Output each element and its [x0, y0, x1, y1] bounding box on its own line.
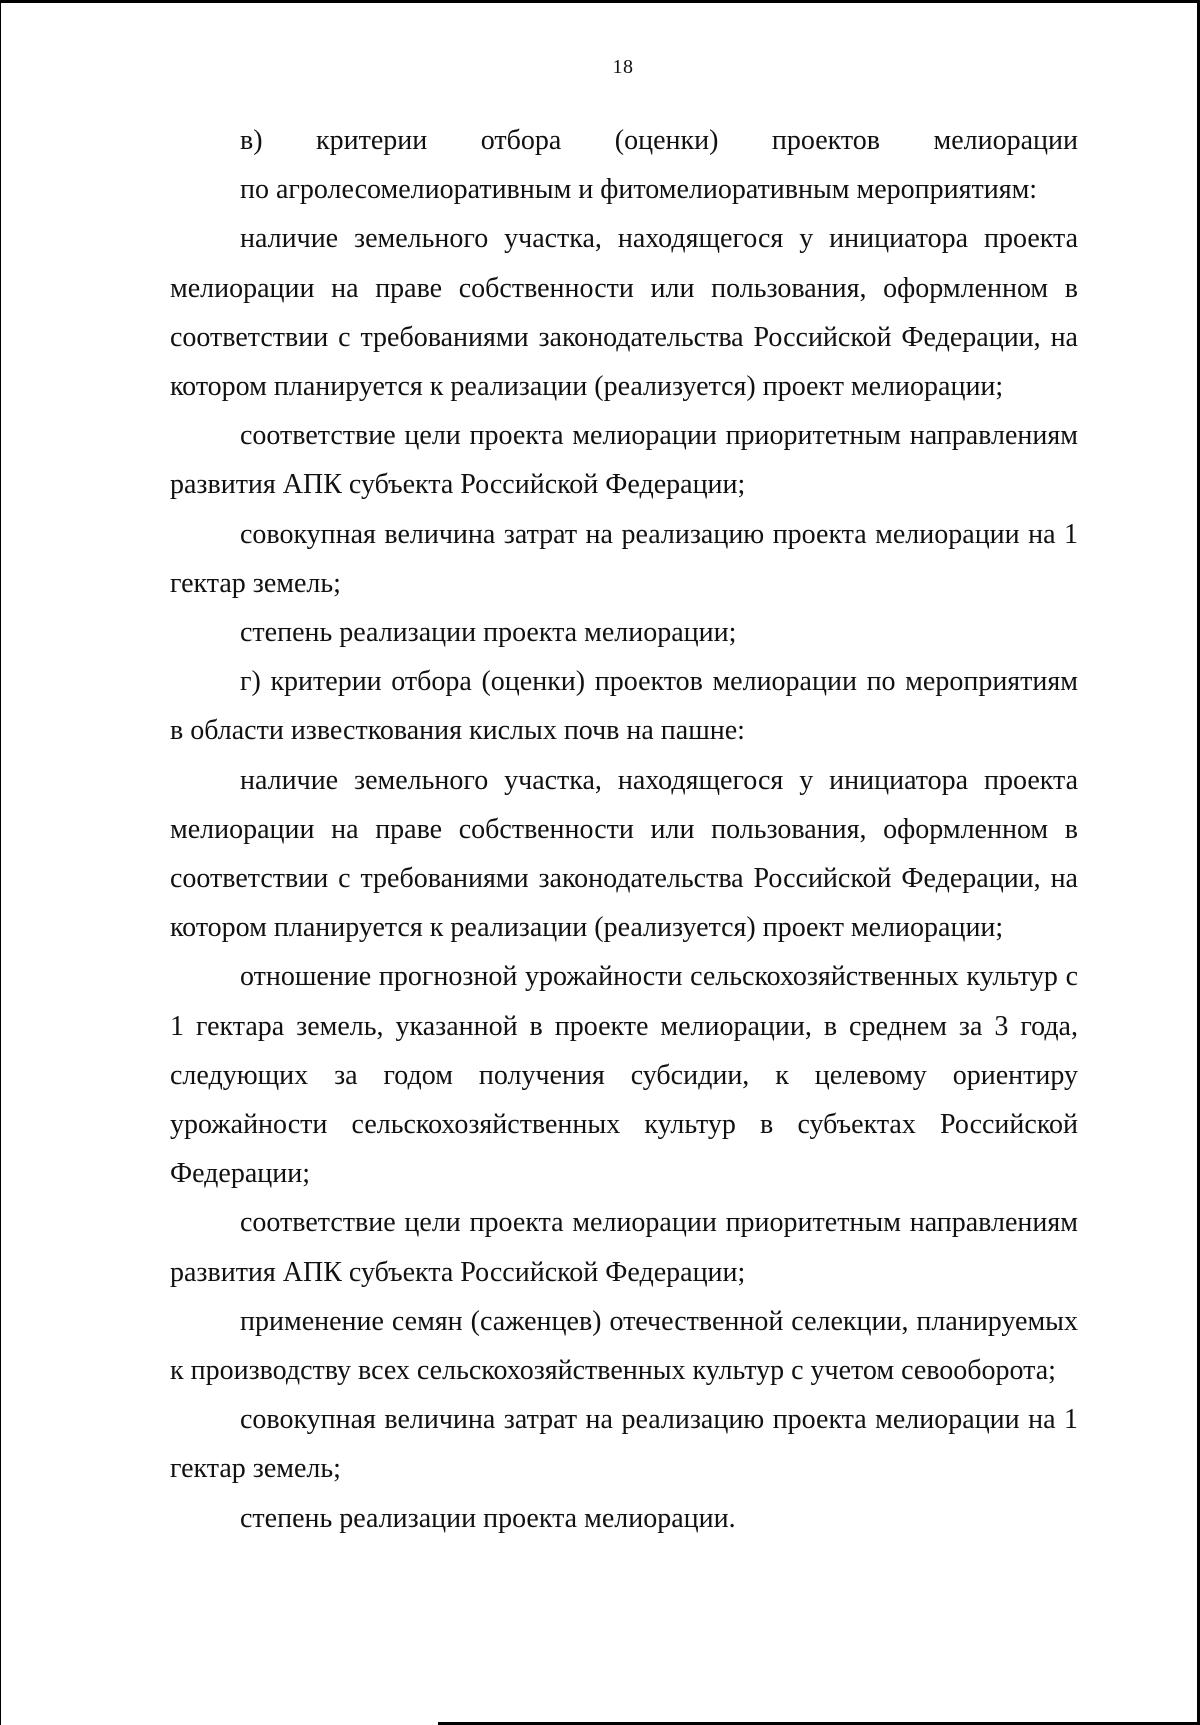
criteria-g-heading: г) критерии отбора (оценки) проектов мелиорации по мероприятиям в области известкования кислых почв на пашне:: [170, 666, 1078, 747]
paragraph: соответствие цели проекта мелиорации приоритетным направлениям развития АПК субъекта Российской Федерации;: [170, 420, 1078, 501]
criteria-v-heading-continued: по агролесомелиоративным и фитомелиоративным мероприятиям:: [240, 174, 1038, 206]
paragraph: применение семян (саженцев) отечественной селекции, планируемых к производству всех сельскохозяйственных культур с учетом севооборота;: [170, 1305, 1078, 1387]
page-number: 18: [612, 56, 634, 78]
paragraph: соответствие цели проекта мелиорации приоритетным направлениям развития АПК субъекта Российской Федерации;: [170, 1207, 1078, 1288]
heading-word: в): [240, 125, 263, 156]
paragraph: совокупная величина затрат на реализацию проекта мелиорации на 1 гектар земель;: [170, 1404, 1078, 1485]
heading-word: (оценки): [614, 125, 719, 156]
document-body: [170, 116, 1078, 1543]
heading-word: критерии: [316, 125, 428, 156]
heading-word: отбора: [480, 125, 562, 156]
heading-word: мелиорации: [933, 125, 1078, 156]
criteria-v-heading: [170, 116, 1078, 165]
paragraph: степень реализации проекта мелиорации.: [240, 1502, 736, 1534]
heading-word: проектов: [771, 125, 880, 156]
paragraph: отношение прогнозной урожайности сельскохозяйственных культур с 1 гектара земель, указанной в проекте мелиорации, в среднем за 3 года, следующих за годом получения субсидии, к целевому ориентиру урожайности сельскохозяйственных культур в субъектах Российской Федерации;: [170, 961, 1078, 1190]
paragraph: наличие земельного участка, находящегося у инициатора проекта мелиорации на праве собственности или пользования, оформленном в соответствии с требованиями законодательства Российской Федерации, на котором планируется к реализации (реализуется) проект мелиорации;: [170, 223, 1078, 403]
paragraph: совокупная величина затрат на реализацию проекта мелиорации на 1 гектар земель;: [170, 518, 1078, 599]
paragraph: наличие земельного участка, находящегося у инициатора проекта мелиорации на праве собственности или пользования, оформленном в соответствии с требованиями законодательства Российской Федерации, на котором планируется к реализации (реализуется) проект мелиорации;: [170, 764, 1078, 944]
paragraph: степень реализации проекта мелиорации;: [240, 617, 737, 649]
